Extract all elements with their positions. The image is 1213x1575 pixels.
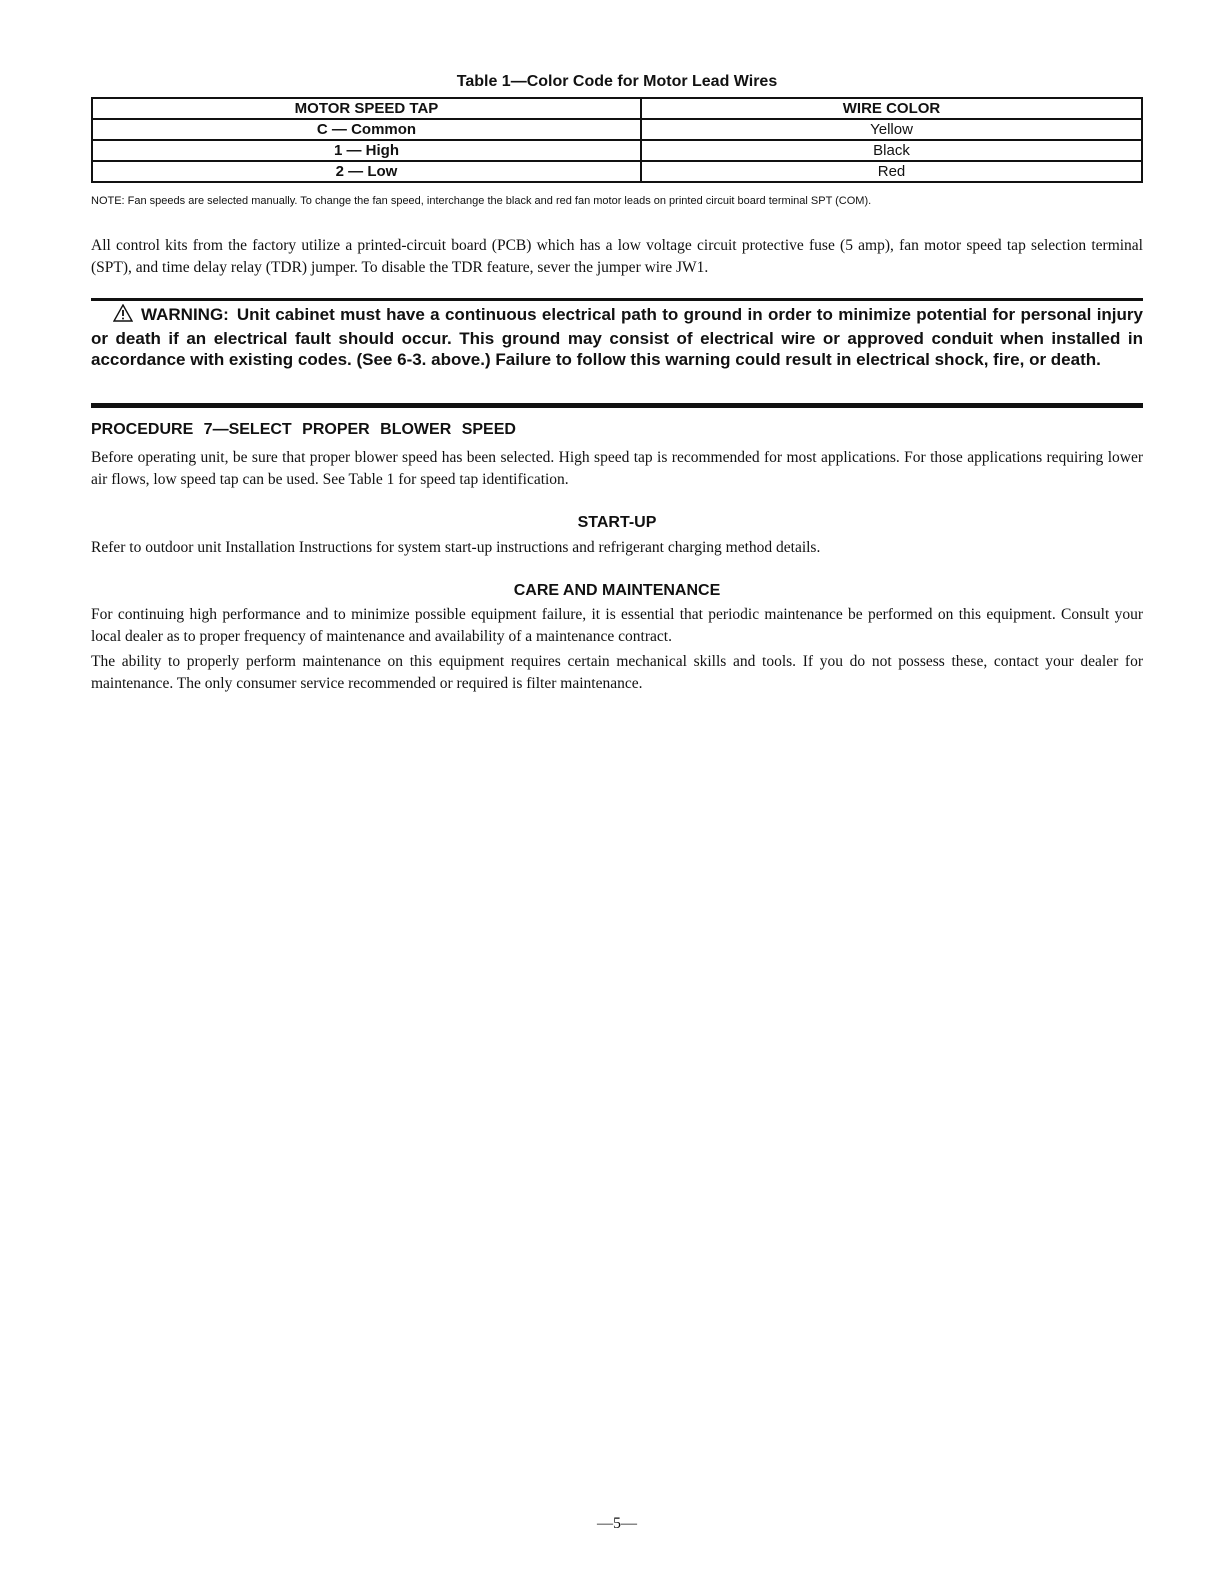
startup-heading: START-UP — [577, 514, 657, 531]
table-cell-tap: 1 — High — [92, 140, 641, 161]
table-cell-color: Black — [641, 140, 1142, 161]
table-row — [92, 140, 1142, 161]
warning-block — [91, 304, 1143, 371]
table-cell-color: Yellow — [641, 119, 1142, 140]
care-paragraph-1: For continuing high performance and to minimize possible equipment failure, it is essential that periodic maintenance be performed on this equipment. Consult your local dealer as to proper frequency of maintenance and availability of a maintenance contract. — [91, 606, 1143, 645]
warning-text: Unit cabinet must have a continuous electrical path to ground in order to minimize potential for personal injury or death if an electrical fault should occur. This ground may consist of electrical wire or approved conduit when installed in accordance with existing codes. (See 6-3. above.) Failure to follow this warning could result in electrical shock, fire, or death. — [91, 305, 1143, 369]
warning-bottom-rule — [91, 403, 1143, 408]
care-paragraph-2: The ability to properly perform maintenance on this equipment requires certain mechanical skills and tools. If you do not possess these, contact your dealer for maintenance. The only consumer service recommended or required is filter maintenance. — [91, 653, 1143, 692]
control-kits-paragraph: All control kits from the factory utilize a printed-circuit board (PCB) which has a low voltage circuit protective fuse (5 amp), fan motor speed tap selection terminal (SPT), and time delay relay (TDR) jumper. To disable the TDR feature, sever the jumper wire JW1. — [91, 237, 1143, 276]
wire-color-table — [91, 97, 1143, 183]
table-cell-color: Red — [641, 161, 1142, 182]
table-header-row — [92, 98, 1142, 119]
table-cell-tap: 2 — Low — [92, 161, 641, 182]
care-heading: CARE AND MAINTENANCE — [513, 582, 721, 599]
warning-triangle-icon — [113, 304, 133, 328]
procedure-7-paragraph: Before operating unit, be sure that proper blower speed has been selected. High speed tap is recommended for most applications. For those applications requiring lower air flows, low speed tap can be used. See Table 1 for speed tap identification. — [91, 449, 1143, 488]
table-row — [92, 119, 1142, 140]
table-header-wire-color: WIRE COLOR — [641, 98, 1142, 119]
table-row — [92, 161, 1142, 182]
table-title: Table 1—Color Code for Motor Lead Wires — [456, 73, 778, 90]
startup-paragraph: Refer to outdoor unit Installation Instructions for system start-up instructions and refrigerant charging method details. — [91, 539, 821, 556]
table-cell-tap: C — Common — [92, 119, 641, 140]
table-note: NOTE: Fan speeds are selected manually. To change the fan speed, interchange the black and red fan motor leads on printed circuit board terminal SPT (COM). — [91, 195, 872, 207]
table-header-motor-speed-tap: MOTOR SPEED TAP — [92, 98, 641, 119]
page-number: —5— — [597, 1515, 637, 1532]
procedure-7-heading: PROCEDURE 7—SELECT PROPER BLOWER SPEED — [91, 421, 516, 438]
warning-top-rule — [91, 298, 1143, 301]
warning-label: WARNING: — [141, 305, 229, 324]
